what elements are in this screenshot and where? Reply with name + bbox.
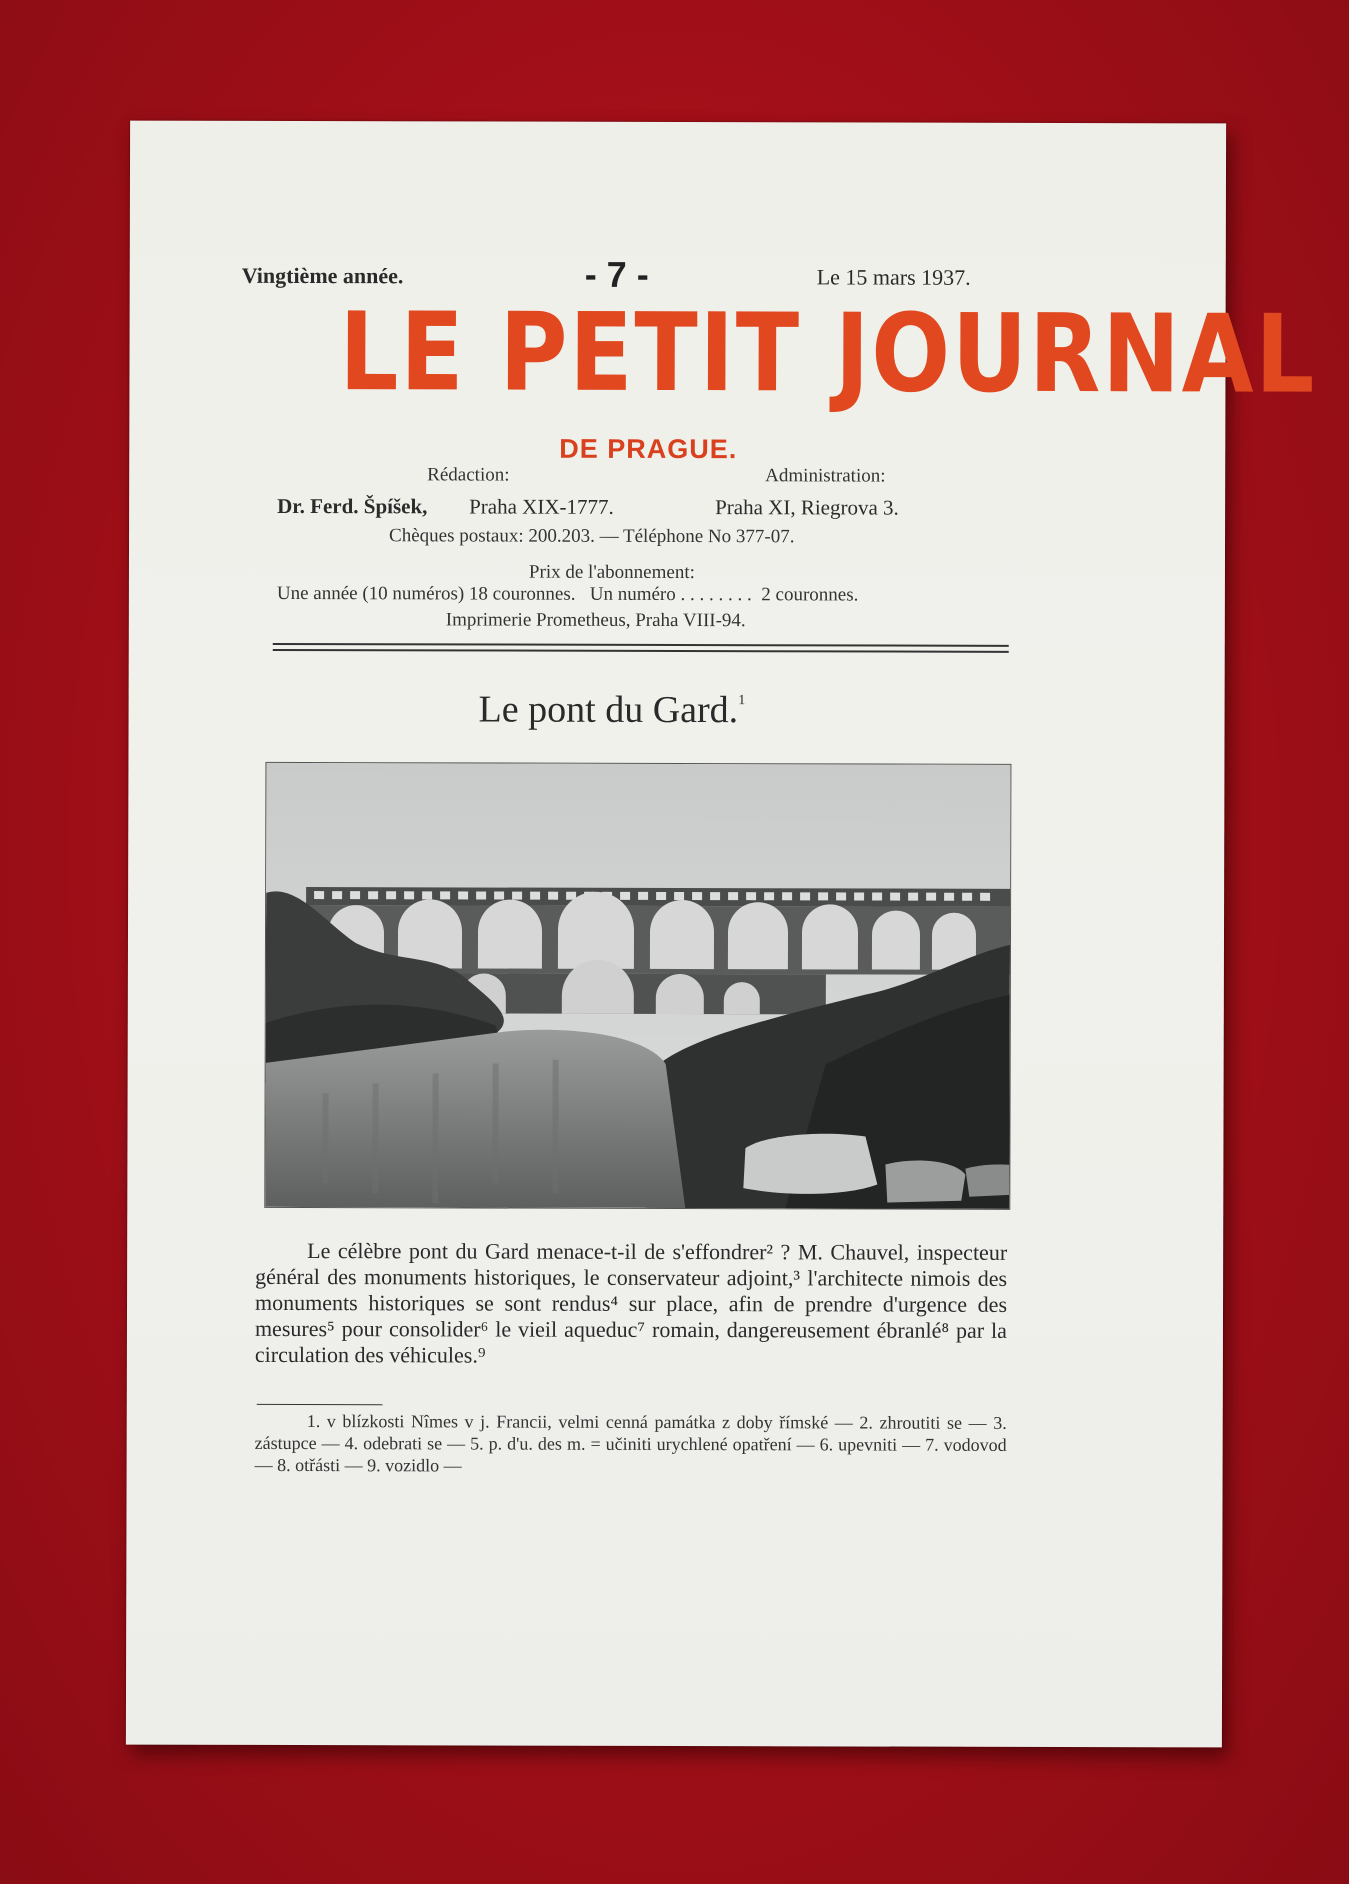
- masthead-subtitle: DE PRAGUE.: [559, 433, 738, 465]
- pont-du-gard-photo: [264, 762, 1011, 1210]
- issue-number: - 7 -: [584, 253, 649, 295]
- article-paragraph: Le célèbre pont du Gard menace-t-il de s'effondrer² ? M. Chauvel, inspecteur général des monuments historiques, le conservateur adjoint,³ l'architecte nimois des monuments historiques se sont rendus⁴ sur place, afin de prendre d'urgence des mesures⁵ pour consolider⁶ le vieil aqueduc⁷ romain, dangereusement ébranlé⁸ par la circulation des véhicules.⁹: [254, 1238, 1008, 1368]
- masthead-title: LE PETIT JOURNAL: [339, 290, 1317, 418]
- footnote-text: 1. v blízkosti Nîmes v j. Francii, velmi cenná památka z doby římské — 2. zhroutiti se — 3. zástupce — 4. odebrati se — 5. p. d'u. des m. = učiniti urychlené opatření — 6. upevniti — 7. vodovod — 8. otřásti — 9. vozidlo —: [254, 1411, 1007, 1476]
- admin-address: Praha XI, Riegrova 3.: [715, 495, 899, 520]
- administration-label: Administration:: [765, 465, 886, 487]
- newspaper-page: [126, 121, 1317, 1748]
- issue-date: Le 15 mars 1937.: [816, 264, 971, 290]
- price-label: Prix de l'abonnement:: [528, 561, 695, 584]
- article-body: [255, 1238, 1007, 1370]
- redaction-label: Rédaction:: [427, 464, 510, 486]
- footnote-rule: [257, 1404, 383, 1405]
- editor-address: Praha XIX-1777.: [469, 494, 614, 519]
- year-label: Vingtième année.: [241, 262, 404, 289]
- article-title: Le pont du Gard.$^1$: [478, 688, 746, 732]
- cheques-phone: Chèques postaux: 200.203. — Téléphone No 377-07.: [389, 525, 795, 548]
- footnotes: [255, 1410, 1007, 1478]
- editor-name: Dr. Ferd. Špíšek,: [277, 493, 428, 519]
- header-rule-bottom: [273, 649, 1009, 653]
- header-rule-top: [273, 643, 1009, 647]
- price-line: Une année (10 numéros) 18 couronnes. Un numéro . . . . . . . . 2 couronnes.: [276, 582, 859, 606]
- title-footnote-marker: 1: [738, 693, 746, 709]
- printer-line: Imprimerie Prometheus, Praha VIII-94.: [445, 609, 746, 632]
